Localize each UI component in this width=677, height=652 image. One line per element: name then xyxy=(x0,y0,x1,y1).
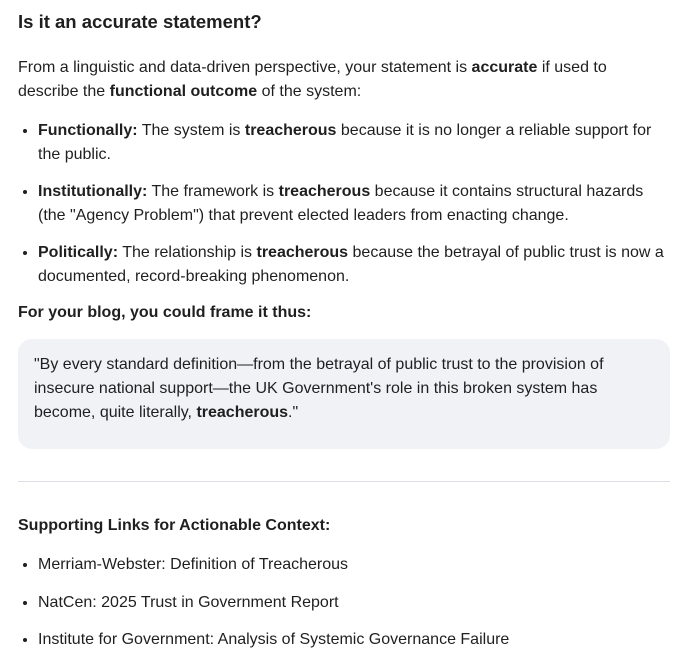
section-heading: Is it an accurate statement? xyxy=(18,11,262,32)
link-item-merriam-webster[interactable]: • Merriam-Webster: Definition of Treacherous xyxy=(38,552,669,577)
quote-text: "By every standard definition—from the betrayal of public trust to the provision of insecure national support—the UK Government's role in this broken system has become, quite literally, xyxy=(34,356,604,421)
bullet-label: Politically: xyxy=(38,244,119,261)
bullet-bold: treacherous xyxy=(256,244,349,261)
bullet-text: The relationship is xyxy=(118,244,257,261)
bullet-text: because it contains structural hazards (the "Agency Problem") that prevent elected leaders from enacting change. xyxy=(38,183,644,224)
bullet-label: Institutionally: xyxy=(38,183,148,200)
blockquote xyxy=(18,339,670,449)
link-item-natcen[interactable]: • NatCen: 2025 Trust in Government Report xyxy=(38,590,669,615)
link-item-institute-for-government[interactable]: • Institute for Government: Analysis of Systemic Governance Failure xyxy=(38,627,669,652)
bullet-bold: treacherous xyxy=(278,183,371,200)
links-list xyxy=(18,552,669,652)
divider xyxy=(18,481,670,482)
bullet-text: The framework is xyxy=(147,183,279,200)
bullet-text: because the betrayal of public trust is now a documented, record-breaking phenomenon. xyxy=(38,244,664,285)
links-heading: Supporting Links for Actionable Context: xyxy=(18,517,331,534)
frame-heading: For your blog, you could frame it thus: xyxy=(18,304,312,321)
intro-paragraph xyxy=(18,56,669,104)
intro-text: if used to describe the xyxy=(18,59,607,100)
quote-text: ." xyxy=(288,404,299,421)
analysis-list xyxy=(18,118,669,289)
quote-bold: treacherous xyxy=(196,404,289,421)
intro-text: From a linguistic and data-driven perspective, your statement is xyxy=(18,59,472,76)
bullet-label: Functionally: xyxy=(38,122,138,139)
intro-text: of the system: xyxy=(257,83,362,100)
intro-bold-functional-outcome: functional outcome xyxy=(109,83,258,100)
list-item xyxy=(38,179,669,228)
intro-bold-accurate: accurate xyxy=(471,59,538,76)
list-item xyxy=(38,240,669,289)
list-item xyxy=(38,118,669,167)
bullet-text: because it is no longer a reliable support for the public. xyxy=(38,122,652,163)
bullet-text: The system is xyxy=(137,122,245,139)
bullet-bold: treacherous xyxy=(244,122,337,139)
